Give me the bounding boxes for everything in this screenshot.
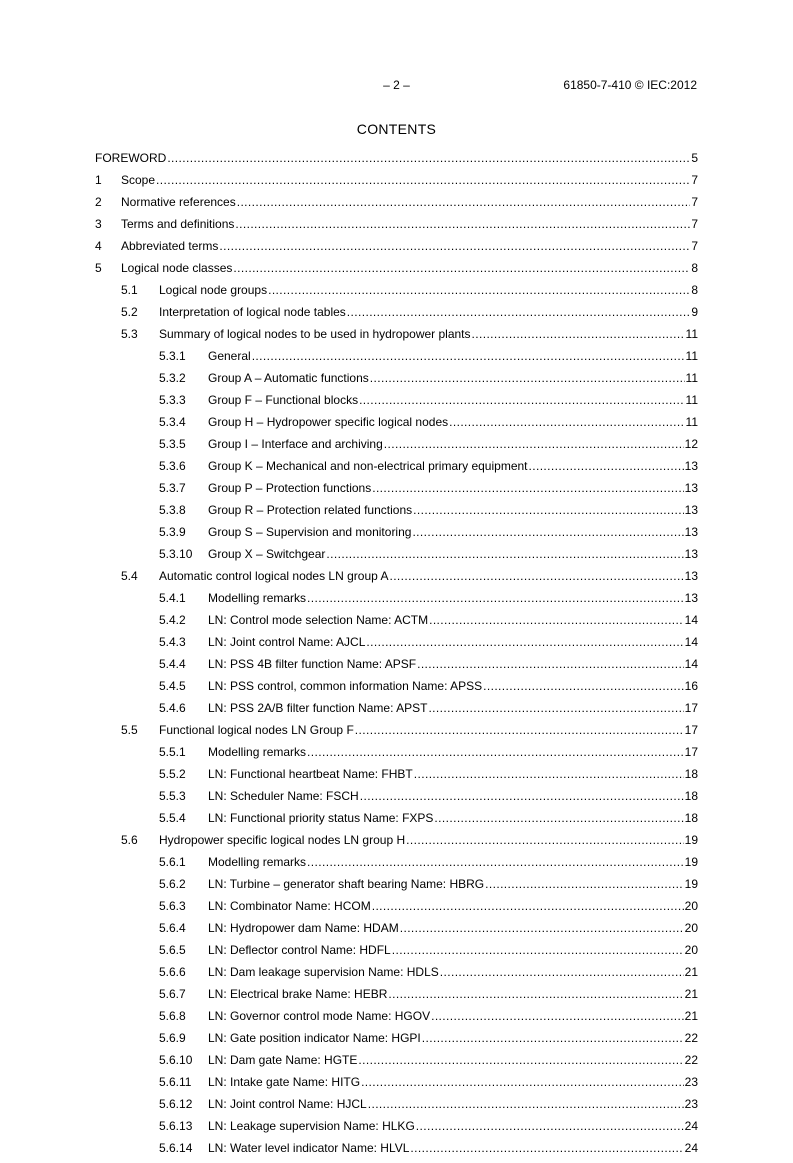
toc-entry-title: Group K – Mechanical and non-electrical primary equipment — [208, 459, 528, 473]
toc-entry[interactable] — [95, 239, 698, 261]
toc-entry-number: 5.3.6 — [159, 459, 186, 473]
toc-entry-title: Group X – Switchgear — [208, 547, 326, 561]
dot-leader — [268, 283, 690, 297]
toc-entry-line — [208, 635, 698, 649]
toc-entry-number: 5.4.2 — [159, 613, 186, 627]
dot-leader — [358, 1053, 683, 1067]
toc-entry-page: 13 — [684, 503, 698, 517]
toc-entry[interactable] — [95, 525, 698, 547]
toc-entry-line — [208, 415, 698, 429]
toc-entry-title: LN: Functional heartbeat Name: FHBT — [208, 767, 413, 781]
toc-entry-number: 5.3 — [121, 327, 138, 341]
toc-entry-line — [208, 965, 698, 979]
dot-leader — [156, 173, 690, 187]
toc-entry-page: 11 — [685, 349, 698, 363]
dot-leader — [360, 789, 684, 803]
dot-leader — [366, 635, 683, 649]
toc-entry-line — [208, 1031, 698, 1045]
toc-entry-line — [208, 613, 698, 627]
toc-entry-number: 5.3.2 — [159, 371, 186, 385]
toc-entry[interactable] — [95, 789, 698, 811]
toc-entry-page: 21 — [684, 1009, 698, 1023]
toc-entry-page: 12 — [684, 437, 698, 451]
toc-entry-title: Group I – Interface and archiving — [208, 437, 383, 451]
toc-entry-page: 13 — [684, 591, 698, 605]
toc-entry-title: LN: Functional priority status Name: FXPS — [208, 811, 434, 825]
toc-entry[interactable] — [95, 415, 698, 437]
toc-entry-page: 13 — [684, 525, 698, 539]
dot-leader — [235, 217, 690, 231]
dot-leader — [361, 1075, 684, 1089]
toc-entry-number: 5.3.1 — [159, 349, 186, 363]
dot-leader — [406, 833, 684, 847]
document-reference: 61850-7-410 © IEC:2012 — [563, 78, 697, 92]
toc-entry-number: 5.6.13 — [159, 1119, 193, 1133]
toc-entry[interactable] — [95, 151, 698, 173]
toc-entry-line — [208, 349, 698, 363]
toc-entry-title: LN: Intake gate Name: HITG — [208, 1075, 361, 1089]
toc-entry-number: 5 — [95, 261, 102, 275]
toc-entry-title: Automatic control logical nodes LN group A — [159, 569, 389, 583]
toc-entry-line — [208, 679, 698, 693]
toc-entry-number: 5.3.5 — [159, 437, 186, 451]
toc-entry-line — [121, 173, 698, 187]
toc-entry-page: 18 — [684, 811, 698, 825]
toc-entry[interactable] — [95, 349, 698, 371]
toc-entry-page: 24 — [684, 1141, 698, 1155]
toc-entry-title: LN: Joint control Name: AJCL — [208, 635, 366, 649]
toc-entry-page: 20 — [684, 943, 698, 957]
toc-entry-number: 5.6.12 — [159, 1097, 193, 1111]
toc-entry-title: LN: Hydropower dam Name: HDAM — [208, 921, 399, 935]
toc-entry[interactable] — [95, 195, 698, 217]
toc-entry-title: LN: Electrical brake Name: HEBR — [208, 987, 388, 1001]
dot-leader — [449, 415, 684, 429]
toc-entry-title: Group S – Supervision and monitoring — [208, 525, 412, 539]
page-header — [0, 78, 793, 94]
toc-entry-page: 17 — [684, 745, 698, 759]
toc-entry-page: 17 — [684, 701, 698, 715]
toc-entry[interactable] — [95, 1009, 698, 1031]
toc-entry-number: 5.6.7 — [159, 987, 186, 1001]
dot-leader — [414, 767, 684, 781]
toc-entry-page: 21 — [684, 965, 698, 979]
toc-entry-page: 5 — [691, 151, 698, 165]
toc-entry-title: LN: Scheduler Name: FSCH — [208, 789, 359, 803]
toc-entry-title: Logical node classes — [121, 261, 233, 275]
toc-entry-number: 5.6.3 — [159, 899, 186, 913]
toc-entry-page: 13 — [684, 547, 698, 561]
toc-entry-number: 2 — [95, 195, 102, 209]
toc-entry-number: 5.6.11 — [159, 1075, 192, 1089]
toc-entry-number: 5.6.2 — [159, 877, 186, 891]
toc-entry-page: 19 — [684, 833, 698, 847]
toc-entry-title: Group A – Automatic functions — [208, 371, 369, 385]
toc-entry-page: 23 — [684, 1075, 698, 1089]
toc-entry[interactable] — [95, 921, 698, 943]
toc-entry-number: 5.6.9 — [159, 1031, 186, 1045]
toc-entry-line — [208, 1097, 698, 1111]
toc-entry-number: 4 — [95, 239, 102, 253]
toc-entry[interactable] — [95, 811, 698, 833]
toc-entry-page: 11 — [685, 327, 698, 341]
toc-entry-line — [208, 987, 698, 1001]
toc-entry-number: 5.5.3 — [159, 789, 186, 803]
toc-entry-line — [208, 547, 698, 561]
toc-entry-title: Logical node groups — [159, 283, 268, 297]
toc-entry-title: Abbreviated terms — [121, 239, 219, 253]
toc-entry[interactable] — [95, 899, 698, 921]
toc-entry-line — [208, 393, 698, 407]
toc-entry-title: Functional logical nodes LN Group F — [159, 723, 354, 737]
toc-entry-line — [208, 811, 698, 825]
toc-entry-line — [208, 1119, 698, 1133]
toc-entry-page: 7 — [691, 239, 698, 253]
toc-entry-line — [121, 217, 698, 231]
toc-entry-number: 5.4.3 — [159, 635, 186, 649]
toc-entry[interactable] — [95, 723, 698, 745]
toc-entry-title: Group R – Protection related functions — [208, 503, 413, 517]
dot-leader — [372, 899, 684, 913]
dot-leader — [233, 261, 690, 275]
toc-entry-page: 19 — [684, 855, 698, 869]
dot-leader — [384, 437, 684, 451]
dot-leader — [472, 327, 685, 341]
toc-entry-title: LN: Governor control mode Name: HGOV — [208, 1009, 431, 1023]
dot-leader — [392, 943, 684, 957]
toc-entry-title: Modelling remarks — [208, 855, 307, 869]
toc-entry-number: 5.6.10 — [159, 1053, 193, 1067]
toc-entry-page: 20 — [684, 921, 698, 935]
toc-entry-line — [208, 657, 698, 671]
toc-entry-title: Group H – Hydropower specific logical nodes — [208, 415, 449, 429]
toc-entry-line — [159, 833, 698, 847]
toc-entry[interactable] — [95, 1053, 698, 1075]
dot-leader — [307, 591, 684, 605]
dot-leader — [410, 1141, 683, 1155]
toc-entry-line — [121, 261, 698, 275]
toc-entry-title: LN: Leakage supervision Name: HLKG — [208, 1119, 415, 1133]
toc-entry-page: 11 — [685, 393, 698, 407]
dot-leader — [440, 965, 684, 979]
toc-entry-title: LN: Control mode selection Name: ACTM — [208, 613, 429, 627]
toc-entry-title: LN: Joint control Name: HJCL — [208, 1097, 367, 1111]
toc-entry-line — [208, 1053, 698, 1067]
toc-entry-page: 11 — [685, 415, 698, 429]
toc-entry-number: 5.3.10 — [159, 547, 193, 561]
toc-entry-line — [208, 1009, 698, 1023]
toc-entry-number: 5.6.1 — [159, 855, 186, 869]
page-title: CONTENTS — [356, 121, 437, 137]
toc-entry-page: 21 — [684, 987, 698, 1001]
toc-entry-line — [159, 327, 698, 341]
toc-entry[interactable] — [95, 569, 698, 591]
toc-entry-title: Summary of logical nodes to be used in hydropower plants — [159, 327, 471, 341]
toc-entry-page: 14 — [684, 613, 698, 627]
toc-entry-page: 24 — [684, 1119, 698, 1133]
toc-entry[interactable] — [95, 261, 698, 283]
toc-entry[interactable] — [95, 943, 698, 965]
dot-leader — [485, 877, 684, 891]
dot-leader — [417, 657, 684, 671]
toc-entry-line — [208, 767, 698, 781]
toc-entry[interactable] — [95, 547, 698, 569]
toc-entry[interactable] — [95, 987, 698, 1009]
toc-entry-title: LN: PSS control, common information Name: APSS — [208, 679, 483, 693]
toc-entry-line — [121, 239, 698, 253]
dot-leader — [388, 987, 683, 1001]
toc-entry-page: 7 — [691, 217, 698, 231]
toc-entry-page: 9 — [691, 305, 698, 319]
toc-entry-line — [208, 701, 698, 715]
toc-entry-title: LN: Water level indicator Name: HLVL — [208, 1141, 410, 1155]
toc-entry-line — [208, 503, 698, 517]
toc-entry[interactable] — [95, 327, 698, 349]
dot-leader — [389, 569, 683, 583]
toc-entry-number: 5.6.6 — [159, 965, 186, 979]
dot-leader — [307, 855, 684, 869]
toc-entry[interactable] — [95, 657, 698, 679]
toc-entry[interactable] — [95, 1031, 698, 1053]
dot-leader — [434, 811, 683, 825]
toc-entry-line — [208, 525, 698, 539]
toc-entry-title: Modelling remarks — [208, 591, 307, 605]
dot-leader — [370, 371, 685, 385]
toc-entry-page: 19 — [684, 877, 698, 891]
toc-entry[interactable] — [95, 1119, 698, 1141]
toc-entry-title: LN: PSS 4B filter function Name: APSF — [208, 657, 417, 671]
toc-entry[interactable] — [95, 173, 698, 195]
toc-entry[interactable] — [95, 1075, 698, 1097]
toc-entry-number: 5.3.3 — [159, 393, 186, 407]
dot-leader — [307, 745, 684, 759]
toc-entry-number: 5.3.4 — [159, 415, 186, 429]
dot-leader — [359, 393, 684, 407]
toc-entry-number: 5.1 — [121, 283, 138, 297]
toc-entry-title: Group F – Functional blocks — [208, 393, 359, 407]
toc-entry-line — [208, 481, 698, 495]
toc-entry-number: 5.5.4 — [159, 811, 186, 825]
toc-entry[interactable] — [95, 767, 698, 789]
dot-leader — [372, 481, 683, 495]
toc-entry-line — [208, 1141, 698, 1155]
dot-leader — [368, 1097, 684, 1111]
toc-entry-title: LN: Turbine – generator shaft bearing Name: HBRG — [208, 877, 485, 891]
dot-leader — [428, 701, 683, 715]
toc-entry-number: 5.6.14 — [159, 1141, 193, 1155]
toc-entry-page: 13 — [684, 569, 698, 583]
dot-leader — [416, 1119, 684, 1133]
toc-entry-number: 5.5.1 — [159, 745, 186, 759]
dot-leader — [347, 305, 691, 319]
toc-entry[interactable] — [95, 503, 698, 525]
dot-leader — [167, 151, 690, 165]
dot-leader — [431, 1009, 684, 1023]
table-of-contents — [95, 151, 698, 1163]
toc-entry[interactable] — [95, 283, 698, 305]
toc-entry-number: 5.5.2 — [159, 767, 186, 781]
toc-entry-number: 5.4.6 — [159, 701, 186, 715]
dot-leader — [413, 503, 684, 517]
toc-entry-page: 8 — [691, 283, 698, 297]
toc-entry-number: 5.6.4 — [159, 921, 186, 935]
toc-entry-page: 22 — [684, 1053, 698, 1067]
toc-entry-title: Scope — [121, 173, 156, 187]
toc-entry-line — [208, 899, 698, 913]
toc-entry-line — [159, 723, 698, 737]
toc-entry-title: Hydropower specific logical nodes LN group H — [159, 833, 406, 847]
toc-entry-page: 14 — [684, 635, 698, 649]
toc-entry-line — [208, 877, 698, 891]
toc-entry-title: FOREWORD — [95, 151, 167, 165]
toc-entry-line — [208, 855, 698, 869]
dot-leader — [483, 679, 684, 693]
toc-entry[interactable] — [95, 481, 698, 503]
toc-entry-line — [208, 591, 698, 605]
dot-leader — [400, 921, 684, 935]
dot-leader — [219, 239, 690, 253]
dot-leader — [422, 1031, 684, 1045]
toc-entry-line — [208, 1075, 698, 1089]
toc-entry-number: 5.5 — [121, 723, 138, 737]
toc-entry[interactable] — [95, 965, 698, 987]
toc-entry-line — [208, 943, 698, 957]
toc-entry[interactable] — [95, 679, 698, 701]
toc-entry-line — [159, 305, 698, 319]
toc-entry-number: 5.6.5 — [159, 943, 186, 957]
toc-entry-page: 18 — [684, 789, 698, 803]
toc-entry-title: LN: Dam leakage supervision Name: HDLS — [208, 965, 439, 979]
toc-entry-page: 22 — [684, 1031, 698, 1045]
toc-entry-line — [208, 745, 698, 759]
toc-entry-title: Modelling remarks — [208, 745, 307, 759]
toc-entry-title: Normative references — [121, 195, 236, 209]
toc-entry[interactable] — [95, 1097, 698, 1119]
toc-entry-number: 5.4 — [121, 569, 138, 583]
toc-entry-title: Terms and definitions — [121, 217, 235, 231]
toc-entry-page: 14 — [684, 657, 698, 671]
toc-entry-title: General — [208, 349, 251, 363]
toc-entry-page: 23 — [684, 1097, 698, 1111]
toc-entry[interactable] — [95, 217, 698, 239]
toc-entry-line — [208, 459, 698, 473]
toc-entry-number: 5.3.9 — [159, 525, 186, 539]
dot-leader — [529, 459, 684, 473]
toc-entry-page: 7 — [691, 195, 698, 209]
toc-entry[interactable] — [95, 877, 698, 899]
toc-entry-title: LN: Combinator Name: HCOM — [208, 899, 371, 913]
toc-entry-title: LN: PSS 2A/B filter function Name: APST — [208, 701, 428, 715]
toc-entry-number: 1 — [95, 173, 102, 187]
toc-entry-page: 13 — [684, 481, 698, 495]
dot-leader — [252, 349, 685, 363]
dot-leader — [412, 525, 683, 539]
toc-entry-number: 5.2 — [121, 305, 138, 319]
toc-entry-line — [121, 195, 698, 209]
toc-entry-line — [208, 789, 698, 803]
toc-entry-line — [95, 151, 698, 165]
toc-entry-number: 5.4.5 — [159, 679, 186, 693]
toc-entry-number: 5.6.8 — [159, 1009, 186, 1023]
toc-entry-number: 5.4.1 — [159, 591, 186, 605]
toc-entry-title: LN: Gate position indicator Name: HGPI — [208, 1031, 421, 1045]
toc-entry[interactable] — [95, 393, 698, 415]
toc-entry-number: 5.6 — [121, 833, 138, 847]
dot-leader — [237, 195, 691, 209]
toc-entry[interactable] — [95, 437, 698, 459]
toc-entry-title: Group P – Protection functions — [208, 481, 372, 495]
page-number: – 2 – — [383, 78, 410, 92]
dot-leader — [429, 613, 684, 627]
toc-entry[interactable] — [95, 459, 698, 481]
toc-entry-line — [208, 921, 698, 935]
toc-entry[interactable] — [95, 701, 698, 723]
toc-entry-line — [208, 437, 698, 451]
toc-entry-title: LN: Dam gate Name: HGTE — [208, 1053, 358, 1067]
toc-entry-page: 11 — [685, 371, 698, 385]
toc-entry-line — [159, 569, 698, 583]
toc-entry-number: 5.3.7 — [159, 481, 186, 495]
toc-entry-line — [208, 371, 698, 385]
toc-entry-page: 17 — [684, 723, 698, 737]
toc-entry-page: 20 — [684, 899, 698, 913]
toc-entry-number: 3 — [95, 217, 102, 231]
toc-entry-title: Interpretation of logical node tables — [159, 305, 346, 319]
toc-entry-page: 16 — [684, 679, 698, 693]
dot-leader — [355, 723, 684, 737]
toc-entry[interactable] — [95, 833, 698, 855]
toc-entry[interactable] — [95, 305, 698, 327]
toc-entry-page: 7 — [691, 173, 698, 187]
toc-entry[interactable] — [95, 613, 698, 635]
toc-entry[interactable] — [95, 855, 698, 877]
toc-entry[interactable] — [95, 745, 698, 767]
toc-entry-number: 5.3.8 — [159, 503, 186, 517]
toc-entry-page: 13 — [684, 459, 698, 473]
toc-entry-line — [159, 283, 698, 297]
toc-entry[interactable] — [95, 371, 698, 393]
toc-entry-title: LN: Deflector control Name: HDFL — [208, 943, 391, 957]
toc-entry[interactable] — [95, 591, 698, 613]
toc-entry-page: 8 — [691, 261, 698, 275]
toc-entry-page: 18 — [684, 767, 698, 781]
dot-leader — [326, 547, 683, 561]
toc-entry[interactable] — [95, 1141, 698, 1163]
toc-entry-number: 5.4.4 — [159, 657, 186, 671]
toc-entry[interactable] — [95, 635, 698, 657]
